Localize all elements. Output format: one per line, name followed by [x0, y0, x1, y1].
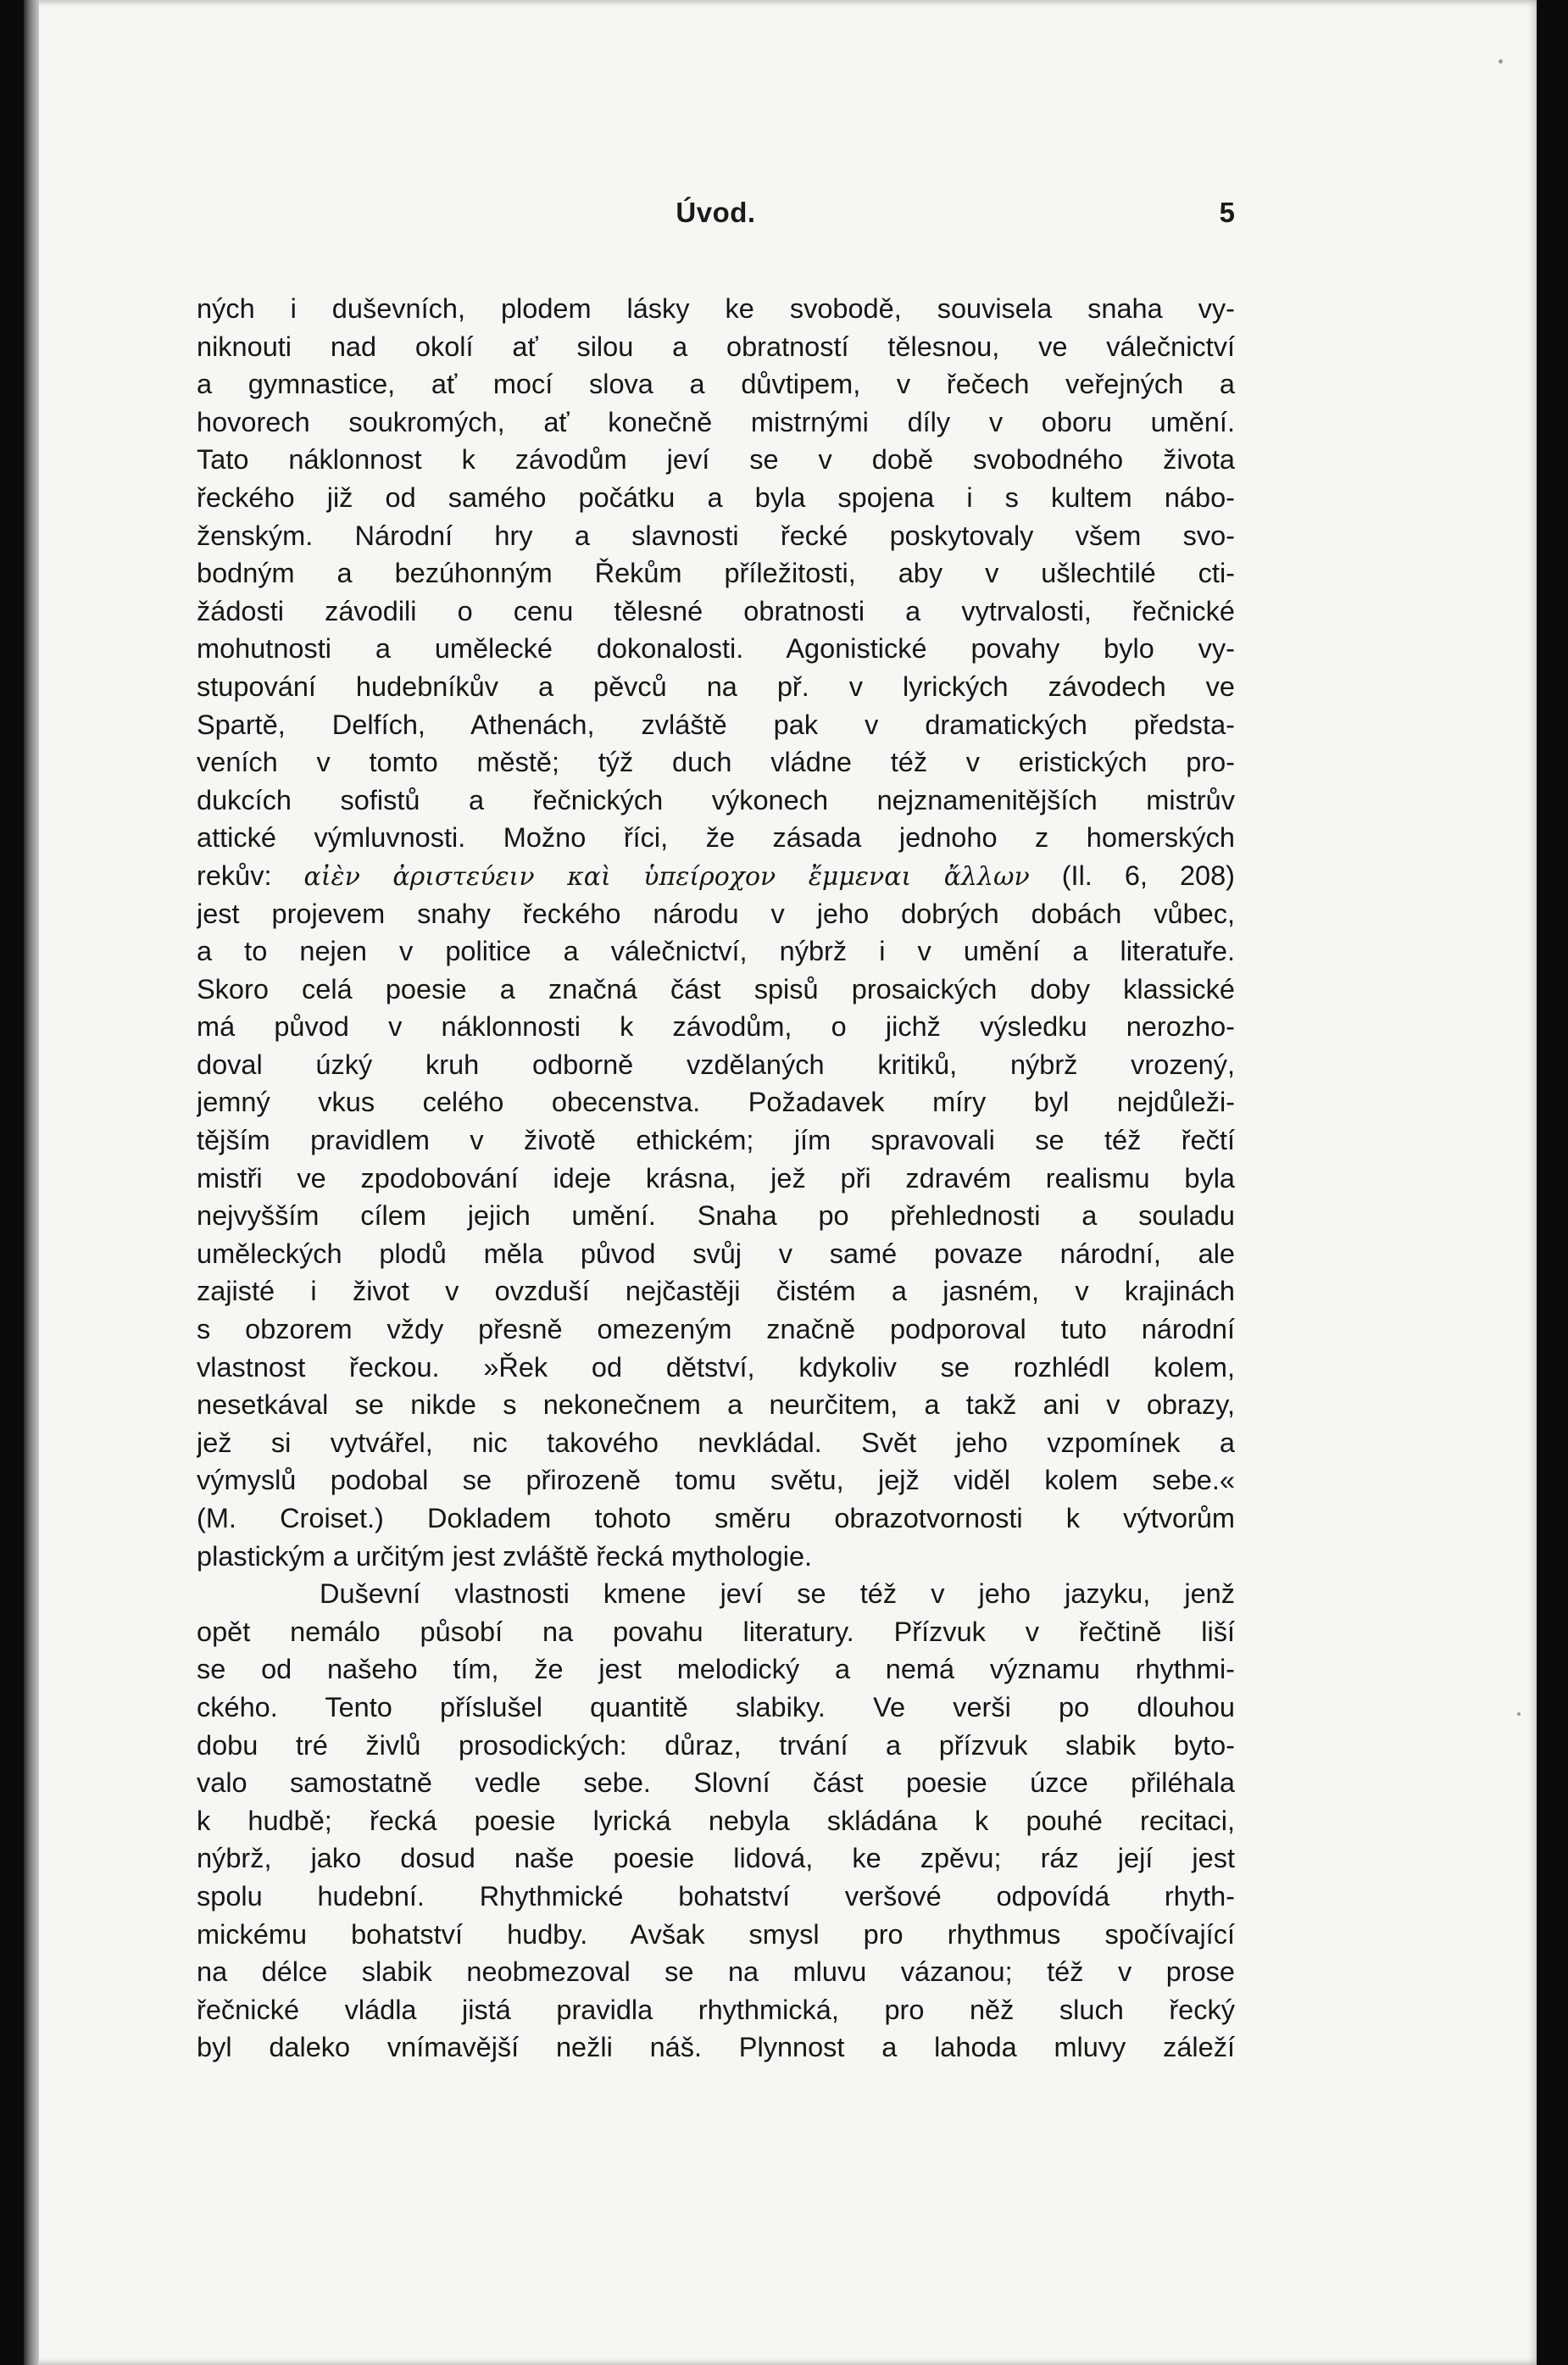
text-line: tějším pravidlem v životě ethickém; jím spravovali se též řečtí	[197, 1125, 1235, 1156]
text-line: Spartě, Delfích, Athenách, zvláště pak v dramatických předsta-	[197, 709, 1235, 740]
text-line: bodným a bezúhonným Řekům příležitosti, aby v ušlechtilé cti-	[197, 558, 1235, 589]
binding-edge	[24, 0, 39, 2365]
text-line: stupování hudebníkův a pěvců na př. v lyrických závodech ve	[197, 671, 1235, 702]
text-line: jest projevem snahy řeckého národu v jeho dobrých dobách vůbec,	[197, 898, 1235, 929]
text-line: zajisté i život v ovzduší nejčastěji čistém a jasném, v krajinách	[197, 1276, 1235, 1307]
text-line: a to nejen v politice a válečnictví, nýbrž i v umění a literatuře.	[197, 936, 1235, 967]
text-line: Skoro celá poesie a značná část spisů prosaických doby klassické	[197, 973, 1235, 1004]
greek-line-citation: (Il. 6, 208)	[1029, 860, 1235, 891]
text-line: mistři ve zpodobování ideje krásna, jež při zdravém realismu byla	[197, 1162, 1235, 1194]
text-line: jež si vytvářel, nic takového nevkládal. Svět jeho vzpomínek a	[197, 1427, 1235, 1458]
text-line: k hudbě; řecká poesie lyrická nebyla skládána k pouhé recitaci,	[197, 1805, 1235, 1836]
page-title: Úvod.	[676, 197, 756, 228]
text-line: byl daleko vnímavější nežli náš. Plynnost a lahoda mluvy záleží	[197, 2032, 1235, 2063]
text-line: Duševní vlastnosti kmene jeví se též v jeho jazyku, jenž	[320, 1578, 1235, 1610]
text-line: mickému bohatství hudby. Avšak smysl pro rhythmus spočívající	[197, 1918, 1235, 1950]
text-line: řeckého již od samého počátku a byla spojena i s kultem nábo-	[197, 481, 1235, 513]
text-line: ckého. Tento příslušel quantitě slabiky. Ve verši po dlouhou	[197, 1691, 1235, 1722]
text-line: attické výmluvnosti. Možno říci, že zásada jednoho z homerských	[197, 822, 1235, 854]
text-line: spolu hudební. Rhythmické bohatství veršové odpovídá rhyth-	[197, 1880, 1235, 1911]
text-line: ženským. Národní hry a slavnosti řecké poskytovaly všem svo-	[197, 520, 1235, 551]
text-line: niknouti nad okolí ať silou a obratností tělesnou, ve válečnictví	[197, 331, 1235, 362]
text-line: doval úzký kruh odborně vzdělaných kritiků, nýbrž vrozený,	[197, 1049, 1235, 1080]
body-text	[197, 290, 1235, 2067]
paper-speck	[1498, 59, 1503, 64]
text-line: (M. Croiset.) Dokladem tohoto směru obrazotvornosti k výtvorům	[197, 1503, 1235, 1533]
text-line: valo samostatně vedle sebe. Slovní část poesie úzce přiléhala	[197, 1767, 1235, 1799]
text-line: Tato náklonnost k závodům jeví se v době svobodného života	[197, 444, 1235, 476]
text-line: nýbrž, jako dosud naše poesie lidová, ke zpěvu; ráz její jest	[197, 1843, 1235, 1874]
text-line: a gymnastice, ať mocí slova a důvtipem, v řečech veřejných a	[197, 369, 1235, 400]
text-line: ných i duševních, plodem lásky ke svobodě, souvisela snaha vy-	[197, 293, 1235, 324]
page-number: 5	[1219, 197, 1235, 228]
text-line: řečnické vládla jistá pravidla rhythmická, pro něž sluch řecký	[197, 1994, 1235, 2025]
text-line: výmyslů podobal se přirozeně tomu světu, jejž viděl kolem sebe.«	[197, 1465, 1235, 1496]
text-line: uměleckých plodů měla původ svůj v samé povaze národní, ale	[197, 1238, 1235, 1269]
paragraph-2	[197, 1575, 1235, 2067]
greek-quotation: αἰὲν ἀριστεύειν καὶ ὑπείροχον ἔμμεναι ἄλλων	[303, 861, 1030, 892]
running-header	[197, 197, 1235, 248]
text-line: plastickým a určitým jest zvláště řecká mythologie.	[197, 1540, 813, 1572]
text-line: hovorech soukromých, ať konečně mistrnými díly v oboru umění.	[197, 406, 1235, 437]
text-line: na délce slabik neobmezoval se na mluvu vázanou; též v prose	[197, 1956, 1235, 1988]
text-line: s obzorem vždy přesně omezeným značně podporoval tuto národní	[197, 1314, 1235, 1345]
paragraph-1	[197, 290, 1235, 1575]
text-line: opět nemálo působí na povahu literatury. Přízvuk v řečtině liší	[197, 1616, 1235, 1647]
text-line: se od našeho tím, že jest melodický a nemá významu rhythmi-	[197, 1654, 1235, 1685]
text-line: vlastnost řeckou. »Řek od dětství, kdykoliv se rozhlédl kolem,	[197, 1351, 1235, 1383]
text-line: dobu tré živlů prosodických: důraz, trvání a přízvuk slabik byto-	[197, 1729, 1235, 1761]
text-line: žádosti závodili o cenu tělesné obratnosti a vytrvalosti, řečnické	[197, 595, 1235, 626]
text-line: nesetkával se nikde s nekonečnem a neurčitem, a takž ani v obrazy,	[197, 1389, 1235, 1421]
text-line: nejvyšším cílem jejich umění. Snaha po přehlednosti a souladu	[197, 1200, 1235, 1232]
greek-line-before: rekův:	[197, 860, 304, 891]
greek-quote-line	[197, 857, 1235, 895]
paper-speck	[1517, 1712, 1521, 1716]
text-line: mohutnosti a umělecké dokonalosti. Agonistické povahy bylo vy-	[197, 633, 1235, 665]
text-line: dukcích sofistů a řečnických výkonech nejznamenitějších mistrův	[197, 784, 1235, 815]
text-line: veních v tomto městě; týž duch vládne též v eristických pro-	[197, 747, 1235, 778]
text-line: má původ v náklonnosti k závodům, o jichž výsledku nerozho-	[197, 1011, 1235, 1043]
text-line: jemný vkus celého obecenstva. Požadavek míry byl nejdůleži-	[197, 1087, 1235, 1118]
